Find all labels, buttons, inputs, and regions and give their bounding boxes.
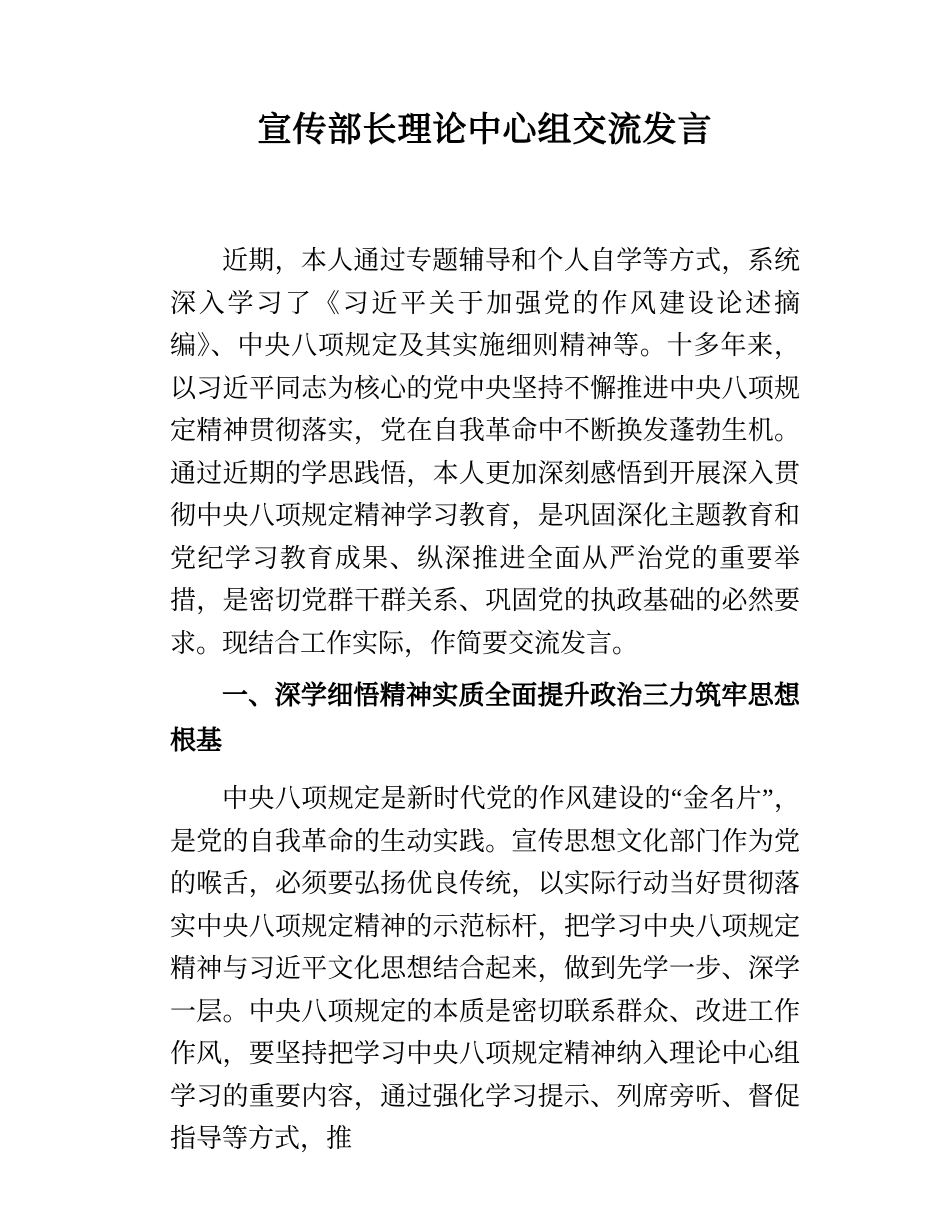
section-heading-1: 一、深学细悟精神实质全面提升政治三力筑牢思想根基 (170, 680, 800, 755)
body-paragraph-intro: 近期，本人通过专题辅导和个人自学等方式，系统深入学习了《习近平关于加强党的作风建设论述摘编》、中央八项规定及其实施细则精神等。十多年来，以习近平同志为核心的党中央坚持不懈推进中央八项规定精神贯彻落实，党在自我革命中不断换发蓬勃生机。通过近期的学思践悟，本人更加深刻感悟到开展深入贯彻中央八项规定精神学习教育，是巩固深化主题教育和党纪学习教育成果、纵深推进全面从严治党的重要举措，是密切党群干群关系、巩固党的执政基础的必然要求。现结合工作实际，作简要交流发言。 (170, 246, 800, 658)
document-body (170, 240, 800, 1161)
body-paragraph-section-1: 中央八项规定是新时代党的作风建设的“金名片”，是党的自我革命的生动实践。宣传思想文化部门作为党的喉舌，必须要弘扬优良传统，以实际行动当好贯彻落实中央八项规定精神的示范标杆，把学习中央八项规定精神与习近平文化思想结合起来，做到先学一步、深学一层。中央八项规定的本质是密切联系群众、改进工作作风，要坚持把学习中央八项规定精神纳入理论中心组学习的重要内容，通过强化学习提示、列席旁听、督促指导等方式，推 (170, 784, 800, 1153)
document-title: 宣传部长理论中心组交流发言 (257, 112, 713, 149)
